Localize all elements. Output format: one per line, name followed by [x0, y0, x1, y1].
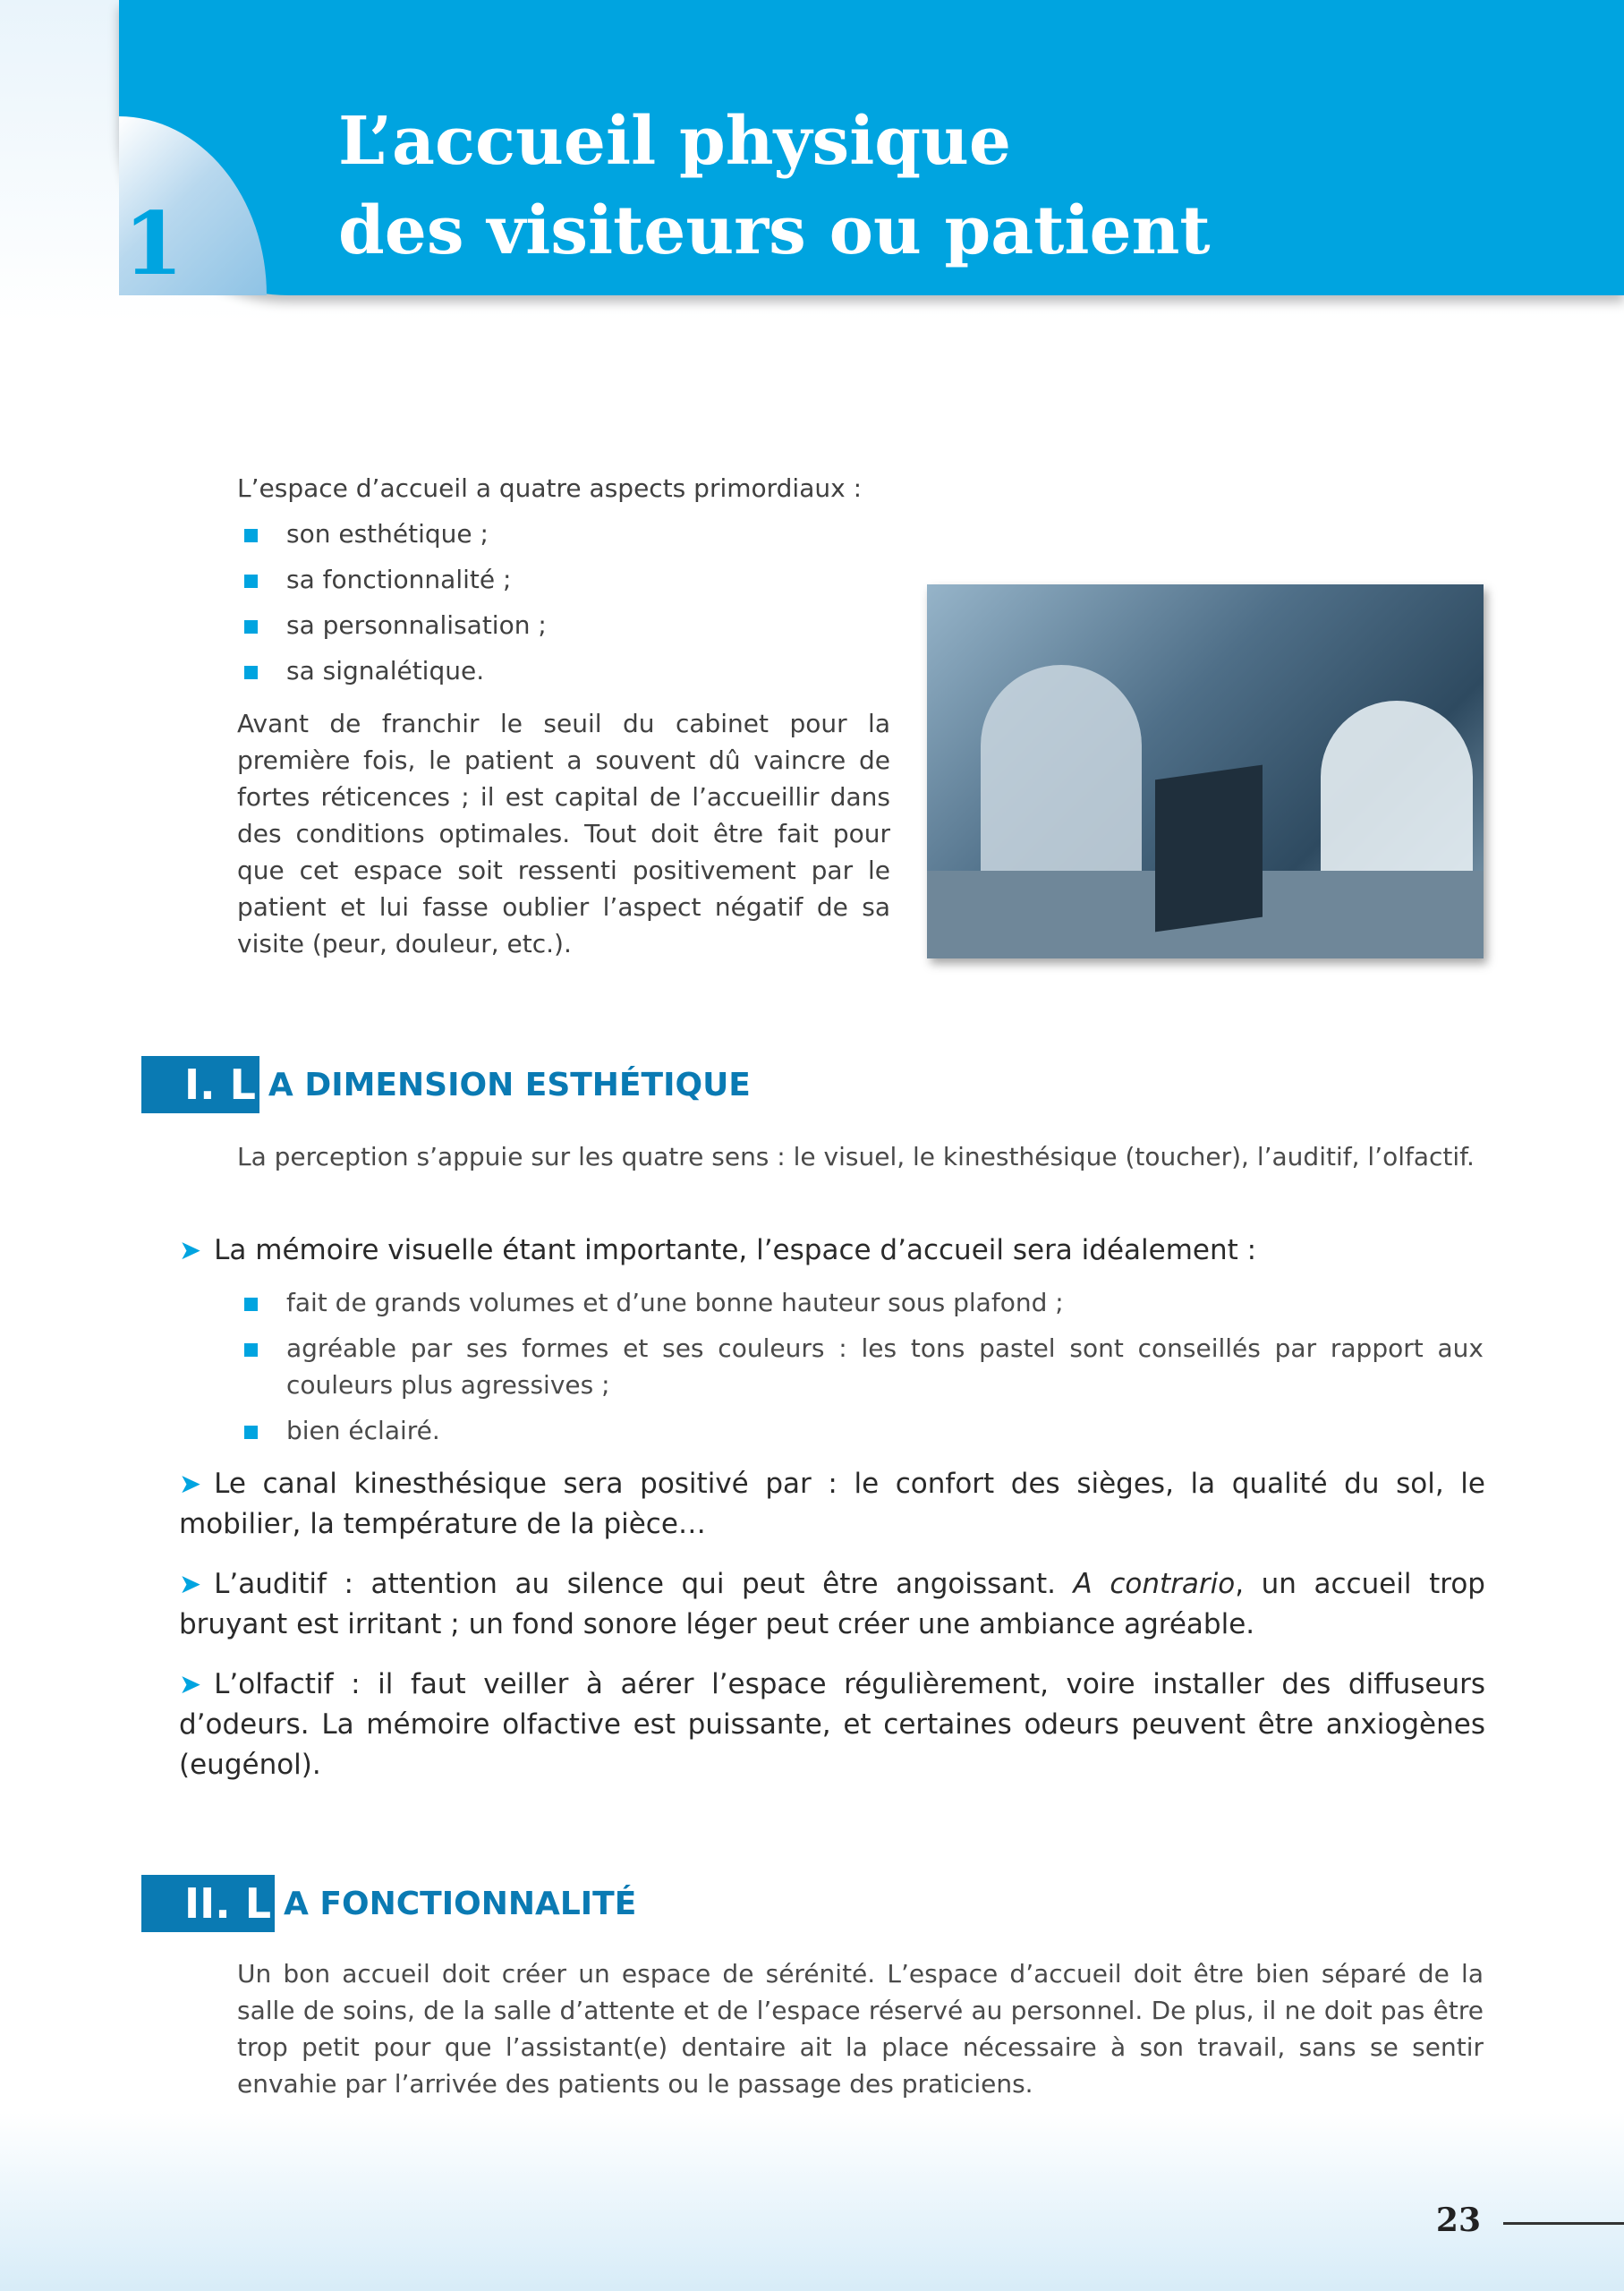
intro-lead: L’espace d’accueil a quatre aspects primordiaux : [237, 473, 863, 503]
list-item: sa signalétique. [237, 652, 890, 689]
reception-photo [927, 584, 1484, 958]
section-number: II. L [141, 1875, 275, 1932]
list-item: son esthétique ; [237, 515, 890, 552]
list-item: sa fonctionnalité ; [237, 561, 890, 598]
photo-monitor [1155, 765, 1263, 933]
section1-point3: ➤ L’auditif : attention au silence qui peut être angoissant. A contrario, un accueil trop bruyant est irritant ; un fond sonore léger peut créer une ambiance agréable. [179, 1568, 1485, 1640]
square-bullet-icon [244, 620, 258, 634]
section1-point4: ➤ L’olfactif : il faut veiller à aérer l’espace régulièrement, voire installer des diffuseurs d’odeurs. La mémoire olfactive est puissante, et certaines odeurs peuvent être anxiogènes (eugénol). [179, 1668, 1485, 1781]
page-number: 23 [1435, 2202, 1481, 2239]
section-number: I. L [141, 1056, 259, 1113]
section1-point1: ➤ La mémoire visuelle étant importante, l’espace d’accueil sera idéalement : [179, 1234, 1257, 1266]
arrow-bullet-icon: ➤ [179, 1569, 202, 1600]
list-item: fait de grands volumes et d’une bonne hauteur sous plafond ; [237, 1284, 1484, 1321]
list-item: agréable par ses formes et ses couleurs : les tons pastel sont conseillés par rapport aux couleurs plus agressives ; [237, 1330, 1484, 1403]
square-bullet-icon [244, 529, 258, 542]
square-bullet-icon [244, 1298, 258, 1311]
arrow-bullet-icon: ➤ [179, 1235, 202, 1266]
section1-bullet-list [237, 1275, 1484, 1458]
section-title: A FONCTIONNALITÉ [284, 1885, 637, 1922]
arrow-bullet-icon: ➤ [179, 1469, 202, 1500]
section-heading-1 [141, 1056, 751, 1113]
chapter-title [338, 97, 1573, 276]
intro-block [237, 470, 890, 962]
intro-bullet-list [237, 515, 890, 689]
chapter-title-line1: L’accueil physique [338, 103, 1011, 180]
arrow-bullet-icon: ➤ [179, 1669, 202, 1700]
list-item: bien éclairé. [237, 1412, 1484, 1449]
chapter-number: 1 [123, 193, 183, 294]
square-bullet-icon [244, 1343, 258, 1357]
square-bullet-icon [244, 1426, 258, 1439]
page-bottom-gradient [0, 2112, 1624, 2291]
section1-point2: ➤ Le canal kinesthésique sera positivé par : le confort des sièges, la qualité du sol, le mobilier, la température de la pièce… [179, 1468, 1485, 1540]
section-heading-2 [141, 1875, 636, 1932]
section2-paragraph: Un bon accueil doit créer un espace de sérénité. L’espace d’accueil doit être bien séparé de la salle de soins, de la salle d’attente et de l’espace réservé au personnel. De plus, il ne doit pas être trop petit pour que l’assistant(e) dentaire ait la place nécessaire à son travail, sans se sentir envahie par l’arrivée des patients ou le passage des praticiens. [237, 1959, 1484, 2099]
list-item: sa personnalisation ; [237, 607, 890, 643]
square-bullet-icon [244, 575, 258, 588]
section-title: A DIMENSION ESTHÉTIQUE [268, 1066, 751, 1103]
square-bullet-icon [244, 666, 258, 679]
section1-intro: La perception s’appuie sur les quatre sens : le visuel, le kinesthésique (toucher), l’auditif, l’olfactif. [237, 1142, 1475, 1171]
intro-paragraph: Avant de franchir le seuil du cabinet pour la première fois, le patient a souvent dû vaincre de fortes réticences ; il est capital de l’accueillir dans des conditions optimales. Tout doit être fait pour que cet espace soit ressenti positivement par le patient et lui fasse oublier l’aspect négatif de sa visite (peur, douleur, etc.). [237, 709, 890, 958]
page-number-rule [1503, 2222, 1624, 2225]
chapter-title-line2: des visiteurs ou patient [338, 192, 1211, 269]
